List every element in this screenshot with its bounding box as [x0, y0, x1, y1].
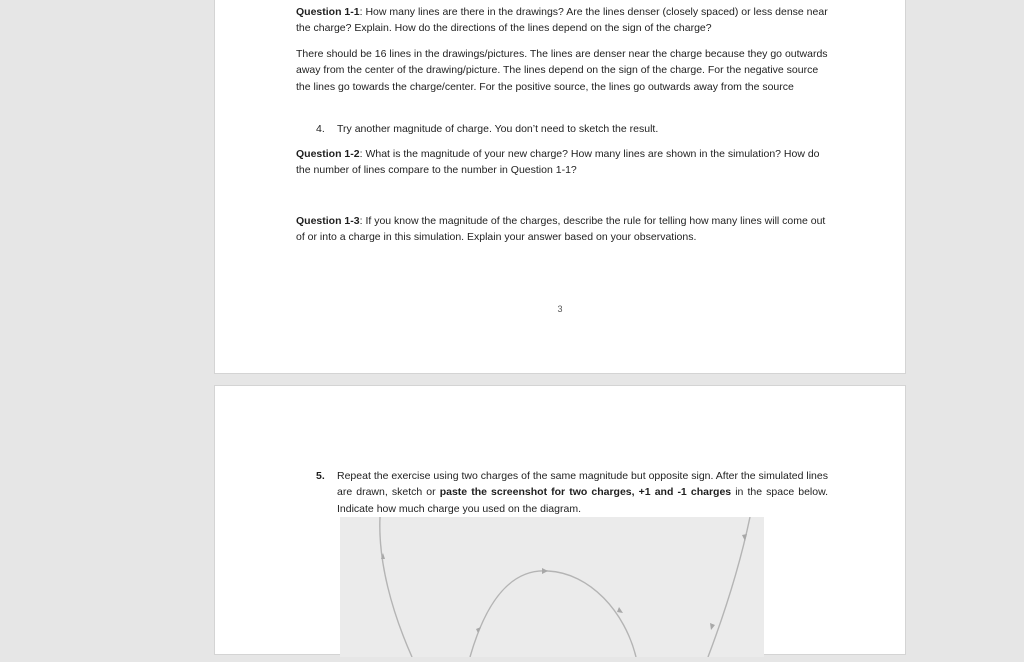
step-number: 5.	[316, 470, 325, 482]
field-arrow-loop-right	[617, 607, 623, 613]
field-arrow-top	[542, 568, 548, 574]
step-text-bold: paste the screenshot for two charges, +1 and -1 charges	[439, 486, 732, 499]
page-number: 3	[557, 304, 563, 314]
question-label: Question 1-2	[296, 148, 360, 160]
document-page-4	[214, 385, 906, 655]
field-lines-screenshot[interactable]	[340, 517, 764, 657]
question-label: Question 1-1	[296, 6, 360, 18]
question-1-1	[296, 4, 831, 37]
field-line-left	[380, 517, 412, 657]
step-5	[316, 468, 828, 517]
question-1-3	[296, 213, 831, 246]
question-label: Question 1-3	[296, 215, 360, 227]
question-1-2	[296, 146, 831, 179]
field-arrow-right-lower	[710, 623, 715, 630]
question-text: : What is the magnitude of your new charge? How many lines are shown in the simulation? How do the number of lines compare to the number in Question 1-1?	[296, 148, 820, 177]
step-text-a: Repeat the exercise using two charges of the same magnitude but opposite sign. After the simulated lines are drawn, sketch or	[337, 470, 828, 499]
question-text: : If you know the magnitude of the charges, describe the rule for telling how many lines will come out of or into a charge in this simulation. Explain your answer based on your observations.	[296, 215, 826, 244]
step-text: Try another magnitude of charge. You don’t need to sketch the result.	[337, 123, 659, 135]
document-page-3	[214, 0, 906, 374]
field-line-loop	[470, 571, 636, 657]
question-text: : How many lines are there in the drawings? Are the lines denser (closely spaced) or less dense near the charge? Explain. How do the directions of the lines depend on the sign of the charge?	[296, 6, 828, 35]
field-lines-diagram	[340, 517, 764, 657]
step-4	[316, 121, 831, 137]
field-arrow-right	[742, 534, 747, 541]
answer-text[interactable]: There should be 16 lines in the drawings/pictures. The lines are denser near the charge because they go outwards away from the center of the drawing/picture. The lines depend on the sign of the charge. For the negative source the lines go towards the charge/center. For the positive source, the lines go outwards away from the source	[296, 48, 828, 93]
step-number: 4.	[316, 123, 325, 135]
answer-1-1[interactable]	[296, 46, 831, 95]
step-text-b: in the space below. Indicate how much charge you used on the diagram.	[337, 486, 829, 515]
